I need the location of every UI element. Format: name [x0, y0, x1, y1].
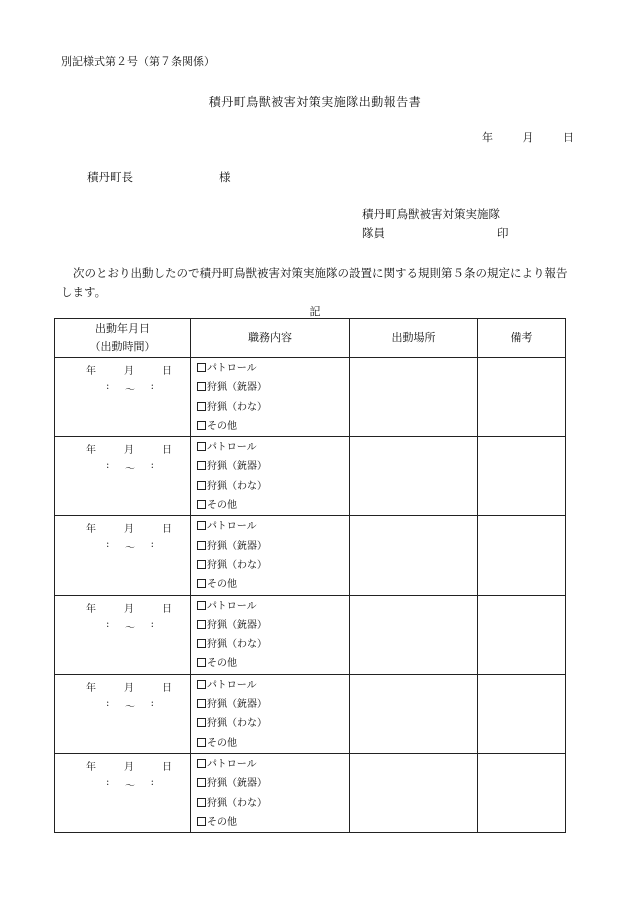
notes-cell[interactable] — [478, 674, 566, 753]
dispatch-date-cell[interactable] — [55, 753, 191, 832]
date-day-label: 日 — [563, 131, 574, 144]
duty-option-label: 狩猟（わな） — [207, 401, 267, 413]
duty-option-hunting-gun[interactable] — [197, 695, 349, 714]
duty-option-patrol[interactable] — [197, 517, 349, 536]
duty-cell — [191, 437, 350, 516]
time-range-tilde: ～ — [125, 464, 135, 476]
start-time-colon: : — [106, 776, 110, 788]
day-label: 日 — [162, 366, 172, 377]
duty-option-label: その他 — [207, 500, 237, 512]
duty-option-hunting-gun[interactable] — [197, 378, 349, 397]
duty-option-label: パトロール — [207, 758, 257, 770]
year-label: 年 — [86, 682, 96, 694]
report-date-line — [482, 129, 574, 145]
checkbox-icon[interactable] — [197, 718, 206, 727]
duty-option-label: 狩猟（銃器） — [207, 699, 267, 711]
time-fields — [106, 698, 154, 713]
month-label: 月 — [124, 761, 134, 773]
duty-option-hunting-gun[interactable] — [197, 537, 349, 556]
time-fields — [106, 777, 154, 792]
end-time-colon: : — [150, 697, 154, 709]
duty-option-label: 狩猟（銃器） — [207, 461, 267, 473]
duty-option-label: その他 — [207, 658, 237, 670]
time-range-tilde: ～ — [125, 701, 135, 713]
year-label: 年 — [86, 761, 96, 773]
time-range-tilde: ～ — [125, 622, 135, 634]
dispatch-place-cell[interactable] — [350, 516, 478, 595]
duty-option-patrol[interactable] — [197, 438, 349, 457]
duty-option-other[interactable] — [197, 813, 349, 832]
time-range-tilde: ～ — [125, 385, 135, 396]
time-fields — [106, 460, 154, 475]
duty-option-label: その他 — [207, 420, 237, 432]
date-fields — [86, 679, 172, 694]
checkbox-icon[interactable] — [197, 699, 206, 708]
duty-option-label: その他 — [207, 737, 237, 749]
start-time-colon: : — [106, 460, 110, 472]
date-fields — [86, 520, 172, 535]
checkbox-icon[interactable] — [197, 601, 206, 610]
start-time-colon: : — [106, 697, 110, 709]
checkbox-icon[interactable] — [197, 363, 206, 372]
date-fields — [86, 441, 172, 456]
dispatch-place-cell[interactable] — [350, 358, 478, 437]
dispatch-place-cell[interactable] — [350, 753, 478, 832]
day-label: 日 — [162, 761, 172, 773]
checkbox-icon[interactable] — [197, 541, 206, 550]
member-label: 隊員 — [362, 226, 385, 240]
duty-option-label: その他 — [207, 816, 237, 828]
start-time-colon: : — [106, 618, 110, 630]
date-month-label: 月 — [522, 131, 534, 144]
duty-option-hunting-trap[interactable] — [197, 794, 349, 813]
body-sentence: 次のとおり出動したので積丹町鳥獣被害対策実施隊の設置に関する規則第５条の規定により報告します。 — [61, 266, 568, 299]
duty-option-label: パトロール — [207, 679, 257, 691]
dispatch-date-cell[interactable] — [55, 358, 191, 437]
form-reference: 別記様式第２号（第７条関係） — [61, 55, 215, 68]
checkbox-icon[interactable] — [197, 521, 206, 530]
day-label: 日 — [162, 524, 172, 536]
dispatch-date-cell[interactable] — [55, 595, 191, 674]
duty-cell — [191, 753, 350, 832]
year-label: 年 — [86, 603, 96, 615]
addressee: 積丹町長 — [87, 170, 133, 184]
checkbox-icon[interactable] — [197, 500, 206, 509]
duty-option-other[interactable] — [197, 575, 349, 594]
header-place: 出動場所 — [350, 319, 478, 358]
duty-option-label: パトロール — [207, 600, 257, 612]
dispatch-place-cell[interactable] — [350, 595, 478, 674]
checkbox-icon[interactable] — [197, 579, 206, 588]
checkbox-icon[interactable] — [197, 402, 206, 411]
checkbox-icon[interactable] — [197, 421, 206, 430]
date-fields — [86, 600, 172, 615]
notes-cell[interactable] — [478, 437, 566, 516]
duty-option-label: 狩猟（わな） — [207, 559, 267, 571]
notes-cell[interactable] — [478, 595, 566, 674]
end-time-colon: : — [150, 460, 154, 472]
checkbox-icon[interactable] — [197, 382, 206, 391]
addressee-line — [87, 169, 231, 185]
duty-option-label: 狩猟（銃器） — [207, 382, 267, 394]
date-year-label: 年 — [482, 131, 493, 144]
duty-option-other[interactable] — [197, 496, 349, 515]
checkbox-icon[interactable] — [197, 738, 206, 747]
end-time-colon: : — [150, 539, 154, 551]
table-row — [55, 595, 566, 674]
start-time-colon: : — [106, 381, 110, 392]
checkbox-icon[interactable] — [197, 680, 206, 689]
duty-option-label: 狩猟（銃器） — [207, 619, 267, 631]
notes-cell[interactable] — [478, 516, 566, 595]
header-date-line2: （出動時間） — [89, 340, 156, 353]
end-time-colon: : — [150, 381, 154, 392]
duty-option-hunting-gun[interactable] — [197, 616, 349, 635]
duty-option-hunting-trap[interactable] — [197, 477, 349, 496]
duty-cell — [191, 674, 350, 753]
duty-option-other[interactable] — [197, 734, 349, 753]
header-notes: 備考 — [478, 319, 566, 358]
header-dispatch-date — [55, 319, 191, 358]
checkbox-icon[interactable] — [197, 461, 206, 470]
member-line — [362, 225, 509, 241]
table-row — [55, 437, 566, 516]
dispatch-date-cell[interactable] — [55, 674, 191, 753]
day-label: 日 — [162, 445, 172, 457]
checkbox-icon[interactable] — [197, 442, 206, 451]
month-label: 月 — [124, 603, 134, 615]
month-label: 月 — [124, 682, 134, 694]
ki-label: 記 — [309, 305, 321, 318]
checkbox-icon[interactable] — [197, 639, 206, 648]
dispatch-place-cell[interactable] — [350, 674, 478, 753]
duty-option-hunting-trap[interactable] — [197, 635, 349, 654]
start-time-colon: : — [106, 539, 110, 551]
duty-option-label: 狩猟（わな） — [207, 718, 267, 730]
duty-option-label: 狩猟（銃器） — [207, 540, 267, 552]
duty-option-patrol[interactable] — [197, 359, 349, 378]
checkbox-icon[interactable] — [197, 620, 206, 629]
duty-option-patrol[interactable] — [197, 597, 349, 616]
header-date-line1: 出動年月日 — [95, 322, 150, 335]
duty-option-hunting-trap[interactable] — [197, 398, 349, 417]
body-text — [61, 264, 577, 302]
honorific: 様 — [219, 170, 231, 184]
month-label: 月 — [124, 366, 134, 377]
month-label: 月 — [124, 445, 134, 457]
duty-option-hunting-trap[interactable] — [197, 556, 349, 575]
time-range-tilde: ～ — [125, 543, 135, 555]
duty-option-label: 狩猟（わな） — [207, 639, 267, 651]
time-fields — [106, 539, 154, 554]
time-fields — [106, 381, 154, 396]
duty-option-label: パトロール — [207, 521, 257, 533]
end-time-colon: : — [150, 618, 154, 630]
year-label: 年 — [86, 524, 96, 536]
duty-cell — [191, 595, 350, 674]
notes-cell[interactable] — [478, 358, 566, 437]
dispatch-date-cell[interactable] — [55, 516, 191, 595]
duty-option-label: 狩猟（銃器） — [207, 778, 267, 790]
dispatch-report-table — [54, 318, 566, 833]
dispatch-place-cell[interactable] — [350, 437, 478, 516]
duty-option-label: 狩猟（わな） — [207, 797, 267, 809]
duty-option-other[interactable] — [197, 417, 349, 436]
day-label: 日 — [162, 603, 172, 615]
checkbox-icon[interactable] — [197, 560, 206, 569]
duty-option-patrol[interactable] — [197, 676, 349, 695]
checkbox-icon[interactable] — [197, 759, 206, 768]
duty-cell — [191, 516, 350, 595]
year-label: 年 — [86, 445, 96, 457]
checkbox-icon[interactable] — [197, 817, 206, 826]
dispatch-date-cell[interactable] — [55, 437, 191, 516]
duty-option-other[interactable] — [197, 654, 349, 673]
table-row — [55, 753, 566, 832]
duty-option-hunting-trap[interactable] — [197, 714, 349, 733]
table-row — [55, 516, 566, 595]
duty-option-label: パトロール — [207, 442, 257, 454]
duty-option-patrol[interactable] — [197, 755, 349, 774]
duty-cell — [191, 358, 350, 437]
duty-option-label: 狩猟（わな） — [207, 480, 267, 492]
time-fields — [106, 619, 154, 634]
table-row — [55, 358, 566, 437]
document-title: 積丹町鳥獣被害対策実施隊出動報告書 — [208, 95, 422, 109]
header-duty: 職務内容 — [191, 319, 350, 358]
duty-option-hunting-gun[interactable] — [197, 457, 349, 476]
table-header-row — [55, 319, 566, 358]
notes-cell[interactable] — [478, 753, 566, 832]
duty-option-label: パトロール — [207, 363, 257, 374]
duty-option-label: その他 — [207, 579, 237, 591]
organization-name: 積丹町鳥獣被害対策実施隊 — [362, 207, 500, 221]
date-fields — [86, 362, 172, 377]
checkbox-icon[interactable] — [197, 658, 206, 667]
end-time-colon: : — [150, 776, 154, 788]
duty-option-hunting-gun[interactable] — [197, 774, 349, 793]
month-label: 月 — [124, 524, 134, 536]
time-range-tilde: ～ — [125, 780, 135, 792]
checkbox-icon[interactable] — [197, 798, 206, 807]
date-fields — [86, 758, 172, 773]
year-label: 年 — [86, 366, 96, 377]
table-row — [55, 674, 566, 753]
checkbox-icon[interactable] — [197, 778, 206, 787]
seal-label: 印 — [497, 226, 509, 240]
checkbox-icon[interactable] — [197, 481, 206, 490]
day-label: 日 — [162, 682, 172, 694]
